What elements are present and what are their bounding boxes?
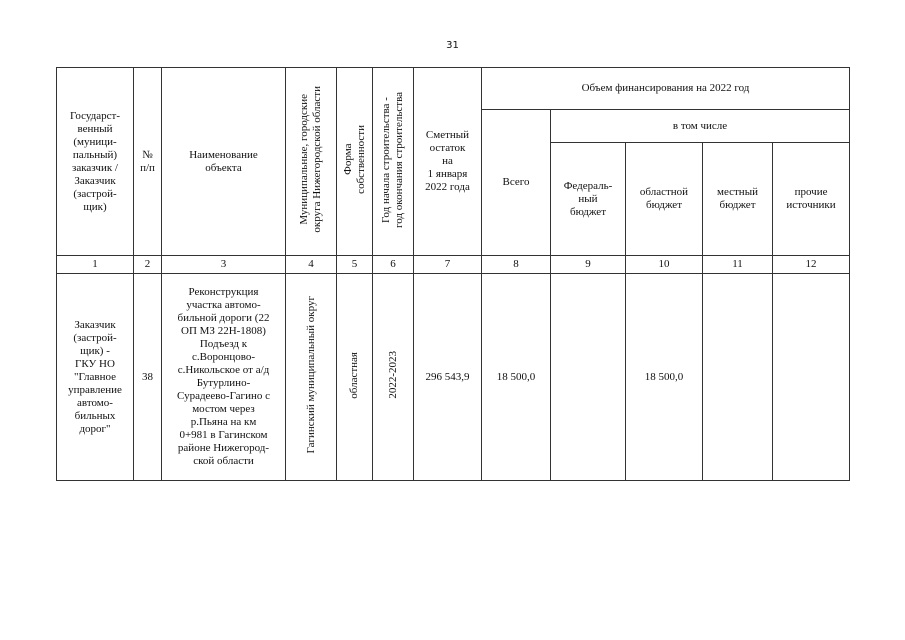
header-years-cell bbox=[373, 68, 414, 256]
cell-regional: 18 500,0 bbox=[626, 274, 703, 481]
header-other: прочие источники bbox=[773, 143, 850, 256]
cell-ownership-cell bbox=[337, 274, 373, 481]
header-balance: Сметный остаток на 1 января 2022 года bbox=[414, 68, 482, 256]
header-regional: областной бюджет bbox=[626, 143, 703, 256]
header-federal: Федераль- ный бюджет bbox=[551, 143, 626, 256]
column-number: 5 bbox=[337, 256, 373, 274]
header-district: Муниципальные, городские округа Нижегородской области bbox=[298, 86, 323, 233]
cell-object-name: Реконструкция участка автомо- бильной дороги (22 ОП МЗ 22Н-1808) Подъезд к с.Воронцово- с.Никольское от а/д Бутурлино- Сурадеево-Гагино с мостом через р.Пьяна на км 0+981 в Гагинском районе Нижегород- ской области bbox=[162, 274, 286, 481]
header-financing: Объем финансирования на 2022 год bbox=[482, 68, 850, 110]
header-object-name: Наименование объекта bbox=[162, 68, 286, 256]
cell-number: 38 bbox=[134, 274, 162, 481]
cell-local bbox=[703, 274, 773, 481]
column-number: 10 bbox=[626, 256, 703, 274]
header-local: местный бюджет bbox=[703, 143, 773, 256]
column-number: 8 bbox=[482, 256, 551, 274]
header-customer: Государст- венный (муници- пальный) заказчик / Заказчик (застрой- щик) bbox=[57, 68, 134, 256]
cell-federal bbox=[551, 274, 626, 481]
cell-years: 2022-2023 bbox=[386, 351, 399, 399]
cell-district-cell bbox=[286, 274, 337, 481]
cell-district: Гагинский муниципальный округ bbox=[304, 296, 317, 454]
cell-total: 18 500,0 bbox=[482, 274, 551, 481]
cell-balance: 296 543,9 bbox=[414, 274, 482, 481]
header-including: в том числе bbox=[551, 110, 850, 143]
page-number: 31 bbox=[446, 40, 459, 51]
header-total: Всего bbox=[482, 110, 551, 256]
header-ownership-cell bbox=[337, 68, 373, 256]
column-number: 9 bbox=[551, 256, 626, 274]
header-district-cell bbox=[286, 68, 337, 256]
cell-other bbox=[773, 274, 850, 481]
financing-table bbox=[56, 67, 850, 481]
column-number: 6 bbox=[373, 256, 414, 274]
column-number: 7 bbox=[414, 256, 482, 274]
cell-customer: Заказчик (застрой- щик) - ГКУ НО "Главное управление автомо- бильных дорог" bbox=[57, 274, 134, 481]
column-number: 2 bbox=[134, 256, 162, 274]
table-row bbox=[57, 274, 850, 481]
cell-years-cell bbox=[373, 274, 414, 481]
header-years: Год начала строительства - год окончания строительства bbox=[380, 91, 405, 228]
header-number: № п/п bbox=[134, 68, 162, 256]
column-number: 3 bbox=[162, 256, 286, 274]
column-number: 4 bbox=[286, 256, 337, 274]
column-number-row bbox=[57, 256, 850, 274]
column-number: 11 bbox=[703, 256, 773, 274]
header-ownership: Форма собственности bbox=[341, 125, 367, 194]
cell-ownership: областная bbox=[348, 351, 360, 399]
column-number: 12 bbox=[773, 256, 850, 274]
column-number: 1 bbox=[57, 256, 134, 274]
header-row-1 bbox=[57, 68, 850, 110]
